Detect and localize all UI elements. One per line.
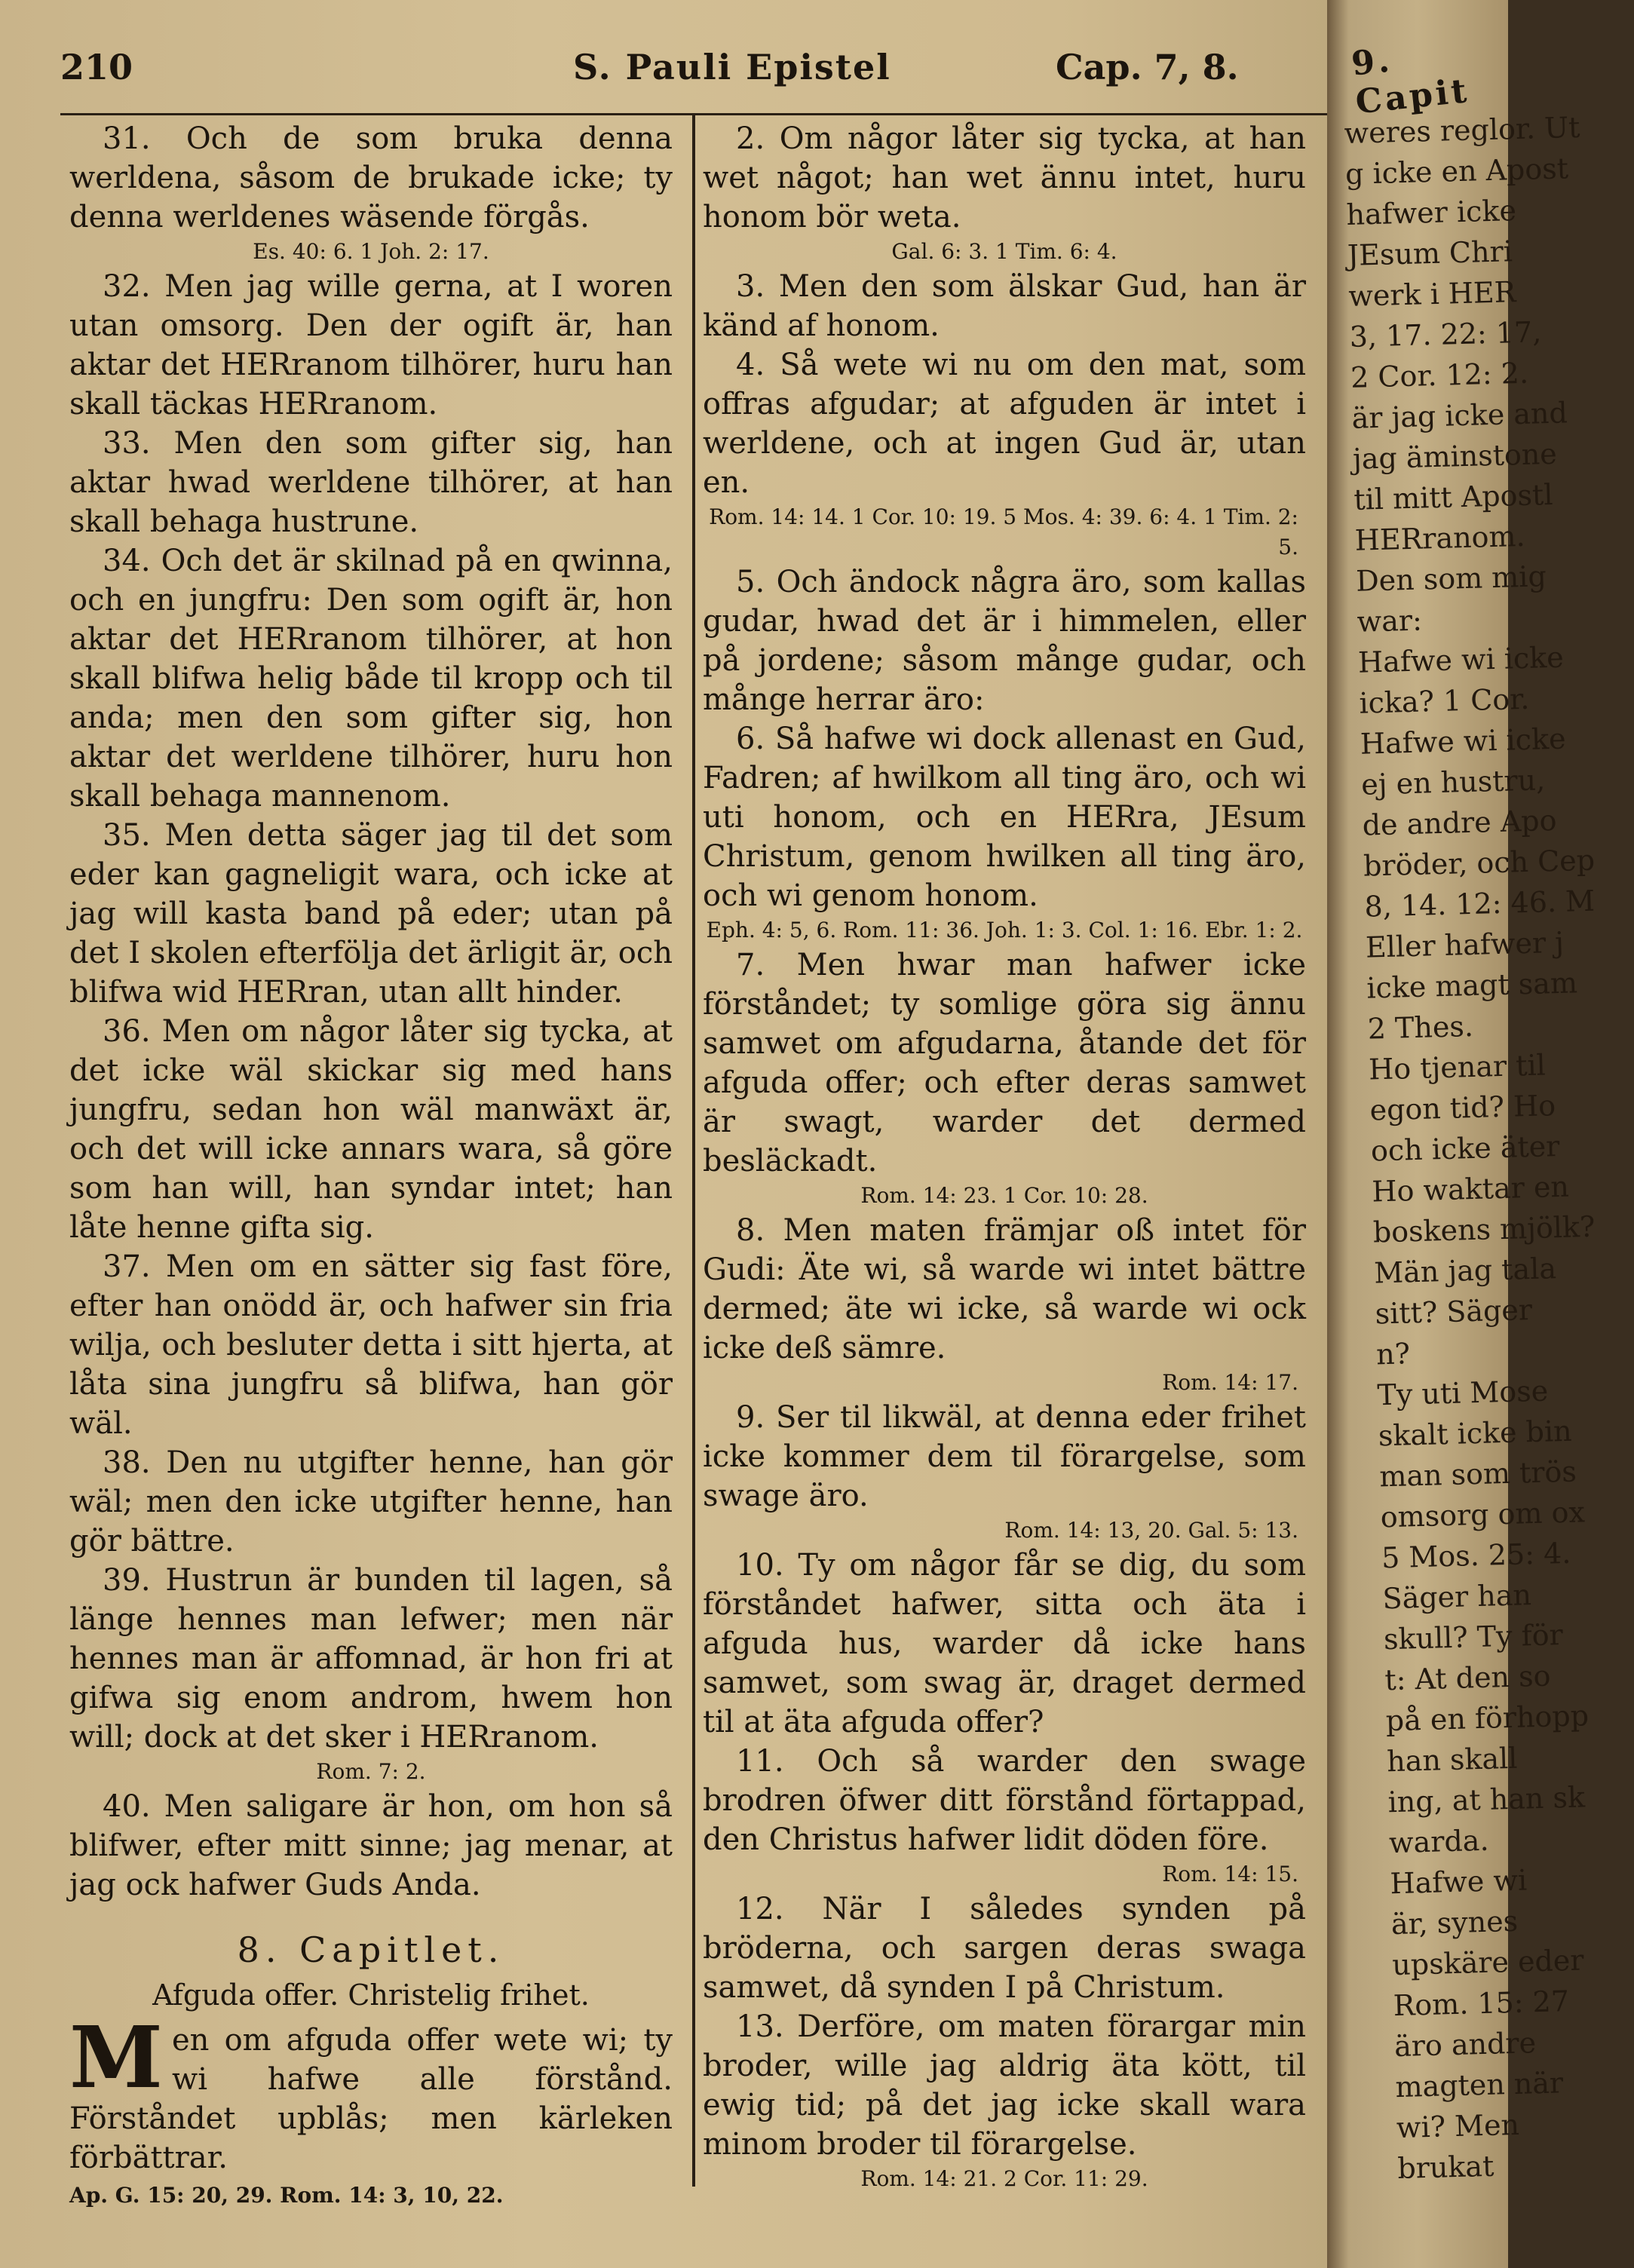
neighbor-line: Hafwe wi icke: [1360, 722, 1567, 761]
verse: 36. Men om någor låter sig tycka, at det icke wäl skickar sig med hans jungfru, sedan hon wäl manwäxt är, och det will icke annars wara, så göre som han will, han syndar intet; han låte henne gifta sig.: [69, 1014, 673, 1245]
neighbor-line: på en förhopp: [1385, 1699, 1590, 1738]
verse: 38. Den nu utgifter henne, han gör wäl; men den icke utgifter henne, han gör bättre.: [69, 1445, 673, 1558]
neighbor-line: omsorg om ox: [1380, 1495, 1586, 1534]
cross-reference: Rom. 14: 21. 2 Cor. 11: 29.: [860, 2166, 1148, 2191]
neighbor-line: magten när: [1394, 2066, 1564, 2104]
neighbor-line: warda.: [1388, 1823, 1490, 1860]
neighbor-line: man som trös: [1378, 1454, 1577, 1494]
verse: 11. Och så warder den swage brodren öfwer ditt förstånd förtappad, den Christus hafwer lidit döden före.: [703, 1744, 1306, 1857]
neighbor-line: Ty uti Mose: [1376, 1374, 1549, 1412]
neighbor-line: Den som mig: [1355, 559, 1547, 598]
verse: 8. Men maten främjar oß intet för Gudi: Äte wi, så warde wi intet bättre dermed; äte wi icke, så warde wi ock icke deß sämre.: [703, 1213, 1306, 1365]
neighbor-line: til mitt Apostl: [1353, 477, 1553, 516]
verse: 39. Hustrun är bunden til lagen, så länge hennes man lefwer; men när hennes man är affomnad, är hon fri at gifwa sig enom androm, hwem hon will; dock at det sker i HERranom.: [69, 1563, 673, 1755]
neighbor-lines: [1344, 107, 1624, 2189]
left-column: [69, 119, 673, 2211]
neighbor-line: ej en hustru,: [1360, 763, 1546, 801]
neighbor-line: Män jag tala: [1373, 1252, 1557, 1290]
neighbor-heading: 9. Capit: [1350, 41, 1472, 122]
neighbor-line: werk i HER: [1347, 275, 1516, 313]
neighbor-line: hafwer icke: [1345, 194, 1517, 231]
chapter-indicator: Cap. 7, 8.: [1056, 47, 1239, 87]
verse: 34. Och det är skilnad på en qwinna, och en jungfru: Den som ogift är, hon aktar det HERranom tilhörer, at hon skall blifwa helig både til kropp och til anda; men den som gifter sig, hon aktar det werldene tilhörer, huru hon skall behaga mannenom.: [69, 544, 673, 814]
neighbor-line: upskäre eder: [1391, 1943, 1584, 1982]
first-verse: [69, 2009, 673, 2178]
verse: 33. Men den som gifter sig, han aktar hwad werldene tilhörer, at han skall behaga hustrune.: [69, 426, 673, 539]
neighbor-line: skull? Ty för: [1383, 1618, 1564, 1657]
verse: 31. Och de som bruka denna werldena, såsom de brukade icke; ty denna werldenes wäsende förgås.: [69, 121, 673, 234]
cross-reference: Rom. 14: 13, 20. Gal. 5: 13.: [1004, 1518, 1298, 1543]
neighbor-line: icka? 1 Cor.: [1358, 682, 1530, 720]
verse: 40. Men saligare är hon, om hon så blifwer, efter mitt sinne; jag menar, at jag ock hafwer Guds Anda.: [69, 1789, 673, 1902]
neighbor-line: sitt? Säger: [1375, 1293, 1533, 1331]
neighbor-line: Säger han: [1382, 1578, 1532, 1616]
running-header: [60, 39, 1327, 100]
verse: 32. Men jag wille gerna, at I woren utan omsorg. Den der ogift är, han aktar det HERranom tilhörer, huru han skall täckas HERranom.: [69, 269, 673, 421]
right-column: [703, 119, 1306, 2194]
verse: 7. Men hwar man hafwer icke förståndet; ty somlige göra sig ännu samwet om afgudarna, åtande det för afguda offer; och efter deras samwet är swagt, warder det dermed besläckadt.: [703, 948, 1306, 1178]
neighbor-line: egon tid? Ho: [1369, 1089, 1556, 1127]
neighbor-line: boskens mjölk?: [1372, 1209, 1596, 1249]
neighbor-line: JEsum Chri: [1347, 234, 1513, 272]
first-verse-text: en om afguda offer wete wi; ty wi hafwe alle förstånd. Förståndet upblås; men kärleken förbättrar.: [69, 2023, 673, 2175]
neighbor-line: 2 Thes.: [1367, 1009, 1474, 1046]
chapter-heading: 8. Capitlet.: [237, 1929, 505, 1970]
neighbor-line: Ho waktar en: [1371, 1169, 1570, 1209]
neighbor-line: skalt icke bin: [1378, 1414, 1573, 1453]
verse: 10. Ty om någor får se dig, du som förståndet hafwer, sitta och äta i afguda hus, warder då icke hans samwet, som swag är, draget dermed til at äta afguda offer?: [703, 1548, 1306, 1739]
verse: 3. Men den som älskar Gud, han är känd af honom.: [703, 269, 1306, 343]
verse: 9. Ser til likwäl, at denna eder frihet icke kommer dem til förargelse, som swage äro.: [703, 1400, 1306, 1513]
neighbor-line: brukat: [1396, 2149, 1495, 2186]
neighbor-line: icke magt sam: [1366, 966, 1578, 1005]
verse: 4. Så wete wi nu om den mat, som offras afgudar; at afguden är intet i werldene, och at ingen Gud är, utan en.: [703, 348, 1306, 500]
neighbor-line: 2 Cor. 12: 2.: [1350, 356, 1529, 394]
neighbor-line: HERranom.: [1354, 519, 1526, 557]
cross-reference: Rom. 14: 14. 1 Cor. 10: 19. 5 Mos. 4: 39. 6: 4. 1 Tim. 2: 5.: [709, 504, 1298, 559]
neighbor-line: war:: [1357, 603, 1423, 639]
neighbor-line: 8, 14. 12: 46. M: [1363, 884, 1596, 924]
cross-reference: Es. 40: 6. 1 Joh. 2: 17.: [253, 239, 489, 264]
neighbor-page-edge: [1327, 0, 1596, 2268]
chapter-summary: Afguda offer. Christelig frihet.: [152, 1978, 590, 2012]
cross-reference: Rom. 14: 15.: [1162, 1862, 1298, 1886]
cross-reference: Gal. 6: 3. 1 Tim. 6: 4.: [891, 239, 1117, 264]
neighbor-line: n?: [1375, 1337, 1411, 1372]
verse: 12. När I således synden på bröderna, och sargen deras swaga samwet, då synden I på Christum.: [703, 1892, 1306, 2005]
cross-reference: Rom. 14: 23. 1 Cor. 10: 28.: [860, 1183, 1148, 1208]
neighbor-line: Hafwe wi icke: [1357, 640, 1565, 679]
verse: 2. Om någor låter sig tycka, at han wet något; han wet ännu intet, huru honom bör weta.: [703, 121, 1306, 234]
cross-reference: Eph. 4: 5, 6. Rom. 11: 36. Joh. 1: 3. Col. 1: 16. Ebr. 1: 2.: [706, 918, 1303, 942]
neighbor-line: Hafwe wi: [1389, 1863, 1528, 1901]
neighbor-line: de andre Apo: [1362, 803, 1557, 842]
neighbor-line: bröder, och Cep: [1363, 843, 1596, 883]
neighbor-line: g icke en Apost: [1344, 152, 1569, 191]
neighbor-line: är, synes: [1390, 1904, 1519, 1942]
neighbor-line: t: At den so: [1384, 1659, 1551, 1697]
column-divider: [692, 113, 695, 2187]
cross-reference: Rom. 7: 2.: [316, 1759, 426, 1784]
drop-cap: M: [69, 2009, 163, 2107]
neighbor-line: 5 Mos. 25: 4.: [1381, 1536, 1571, 1575]
verse: 35. Men detta säger jag til det som eder kan gagneligit wara, och icke at jag will kasta band på eder; utan på det I skolen efterfölja det ärligit är, och blifwa wid HERran, utan allt hinder.: [69, 818, 673, 1010]
cross-reference: Rom. 14: 17.: [1162, 1370, 1298, 1395]
neighbor-line: ing, at han sk: [1387, 1780, 1586, 1819]
neighbor-line: 3, 17. 22: 17,: [1349, 315, 1542, 354]
neighbor-line: äro andre: [1393, 2026, 1537, 2064]
cross-reference: Ap. G. 15: 20, 29. Rom. 14: 3, 10, 22.: [69, 2183, 504, 2208]
neighbor-line: weres reglor. Ut: [1344, 110, 1580, 150]
neighbor-line: han skall: [1386, 1741, 1518, 1779]
verse: 5. Och ändock några äro, som kallas gudar, hwad det är i himmelen, eller på jordene; såsom månge gudar, och månge herrar äro:: [703, 565, 1306, 717]
neighbor-line: Eller hafwer j: [1365, 925, 1565, 964]
neighbor-line: jag äminstone: [1352, 437, 1558, 476]
neighbor-line: wi? Men: [1396, 2107, 1520, 2145]
page-number: 210: [60, 47, 133, 87]
running-title: S. Pauli Epistel: [573, 47, 891, 87]
verse: 6. Så hafwe wi dock allenast en Gud, Fadren; af hwilkom all ting äro, och wi uti honom, och en HERra, JEsum Christum, genom hwilken all ting äro, och wi genom honom.: [703, 722, 1306, 913]
neighbor-line: är jag icke and: [1351, 396, 1568, 435]
verse: 13. Derföre, om maten förargar min broder, wille jag aldrig äta kött, til ewig tid; på det jag icke skall wara minom broder til förargelse.: [703, 2009, 1306, 2162]
neighbor-line: och icke äter: [1370, 1129, 1560, 1168]
verse: 37. Men om en sätter sig fast före, efter han onödd är, och hafwer sin fria wilja, och besluter detta i sitt hjerta, at låta sina jungfru så blifwa, han gör wäl.: [69, 1249, 673, 1441]
neighbor-line: Rom. 15: 27: [1393, 1985, 1570, 2023]
neighbor-line: Ho tjenar til: [1368, 1048, 1547, 1086]
